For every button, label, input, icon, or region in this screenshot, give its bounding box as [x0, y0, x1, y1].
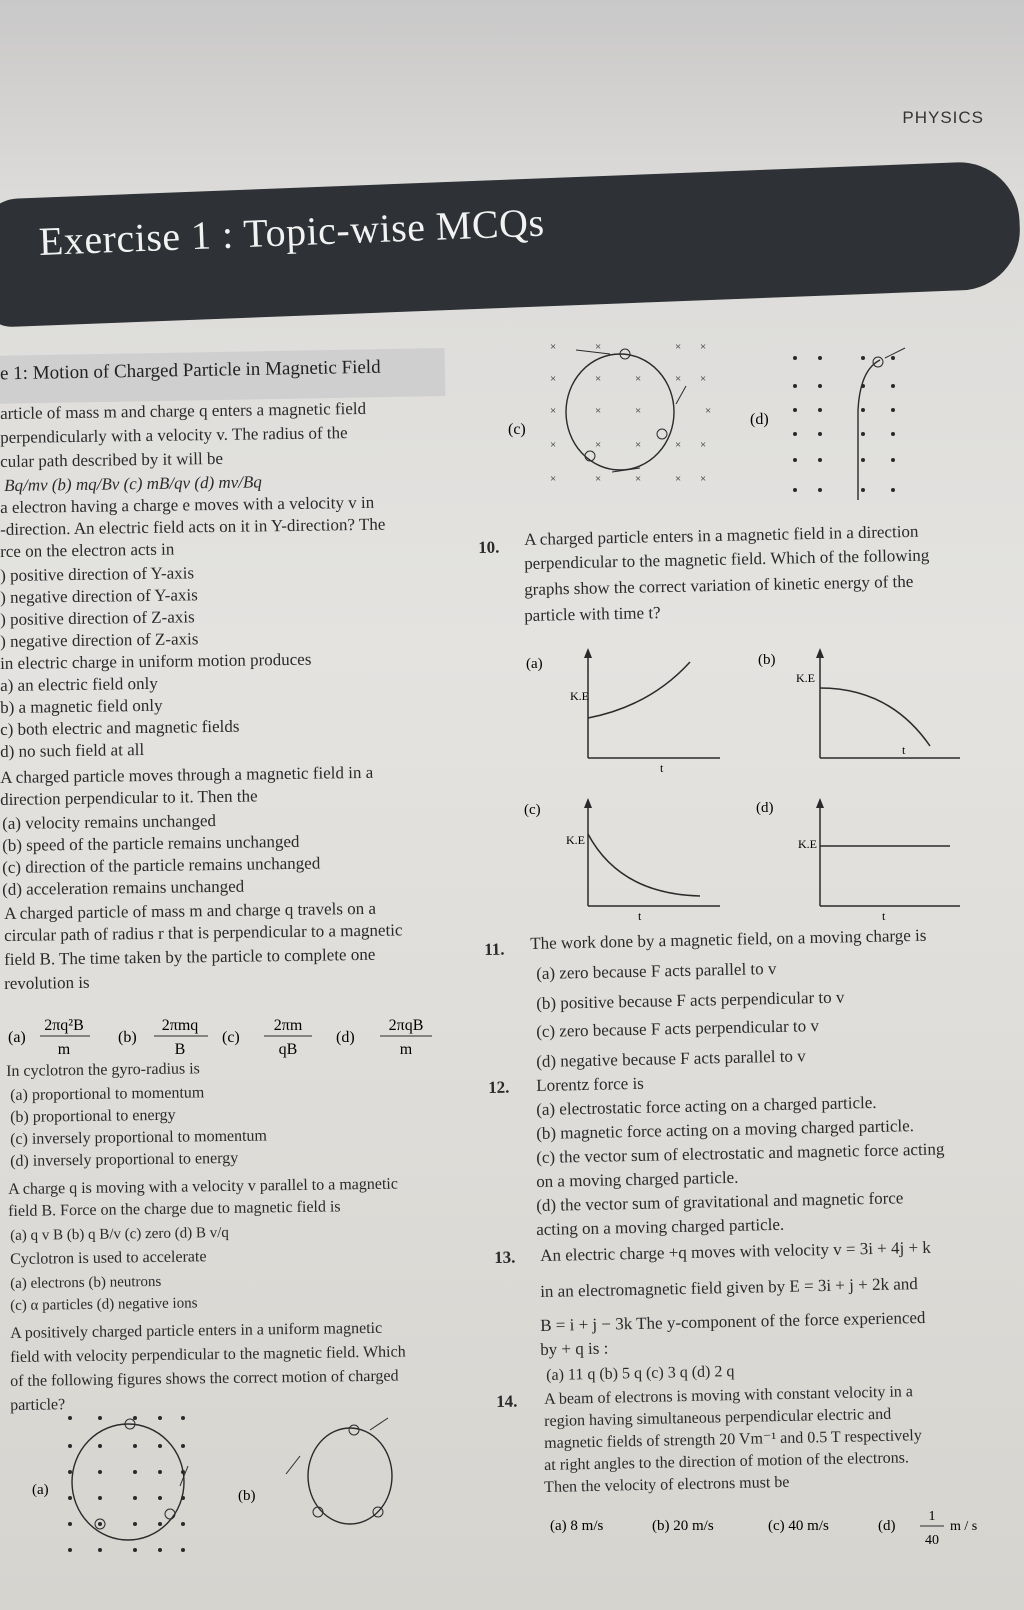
question-number: 11.	[484, 939, 505, 959]
axis-label-t: t	[902, 743, 906, 757]
axis-label-ke: K.E	[798, 837, 817, 851]
graph-label-c: (c)	[524, 802, 541, 818]
option-label: (a)	[8, 1029, 26, 1046]
svg-text:×: ×	[595, 373, 602, 385]
left-line: ) positive direction of Z-axis	[0, 607, 195, 629]
left-line: field with velocity perpendicular to the magnetic field. Which	[10, 1343, 406, 1366]
left-line: circular path of radius r that is perpendicular to a magnetic	[4, 920, 403, 945]
option-denominator: qB	[278, 1041, 298, 1058]
question-number: 14.	[496, 1391, 518, 1411]
svg-text:×: ×	[700, 341, 707, 353]
axis-label-ke: K.E	[566, 833, 585, 847]
svg-text:×: ×	[705, 405, 712, 417]
graph-a	[570, 648, 720, 775]
left-line: A charged particle of mass m and charge q travels on a	[4, 898, 377, 923]
svg-text:×: ×	[675, 439, 682, 451]
left-line: ) negative direction of Y-axis	[0, 585, 198, 607]
option-numerator: 2πm	[273, 1017, 303, 1034]
question-number: 12.	[488, 1077, 510, 1097]
svg-text:×: ×	[675, 341, 682, 353]
fraction-unit: m / s	[950, 1519, 978, 1534]
svg-text:×: ×	[550, 341, 557, 353]
q14-line: Then the velocity of electrons must be	[544, 1473, 790, 1496]
axis-label-ke: K.E	[570, 689, 589, 703]
left-line: (c) direction of the particle remains unchanged	[2, 853, 321, 877]
figure-label-c: (c)	[508, 421, 526, 438]
q13-line: An electric charge +q moves with velocity v = 3i + 4j + k	[540, 1237, 932, 1265]
option-numerator: 2πmq	[161, 1017, 199, 1034]
option-denominator: m	[399, 1041, 413, 1058]
svg-text:×: ×	[550, 473, 557, 485]
graph-c	[566, 798, 720, 923]
left-line: a electron having a charge e moves with a velocity v in	[0, 492, 375, 517]
q11-option: (d) negative because F acts parallel to v	[536, 1046, 806, 1071]
left-line: (b) proportional to energy	[10, 1106, 176, 1126]
time-options	[0, 1004, 460, 1064]
motion-figures-ab	[20, 1410, 450, 1590]
option-label: (c)	[222, 1029, 240, 1046]
svg-text:×: ×	[700, 439, 707, 451]
left-line: (d) inversely proportional to energy	[10, 1149, 239, 1170]
option-label: (b)	[118, 1029, 137, 1046]
q13-line: by + q is :	[540, 1338, 609, 1359]
left-line: -direction. An electric field acts on it in Y-direction? The	[0, 514, 386, 539]
svg-text:×: ×	[635, 439, 642, 451]
left-line: A positively charged particle enters in a uniform magnetic	[10, 1319, 383, 1342]
left-line: field B. Force on the charge due to magnetic field is	[8, 1198, 341, 1220]
figure-label-d: (d)	[750, 411, 769, 428]
svg-text:×: ×	[595, 405, 602, 417]
q14-line: region having simultaneous perpendicular electric and	[544, 1405, 892, 1430]
left-line: A charged particle moves through a magnetic field in a	[0, 762, 374, 787]
q14-options	[540, 1500, 1000, 1570]
left-line: revolution is	[4, 972, 90, 993]
q12-option: acting on a moving charged particle.	[536, 1214, 785, 1239]
svg-text:×: ×	[675, 473, 682, 485]
left-line: Cyclotron is used to accelerate	[10, 1248, 207, 1268]
svg-text:×: ×	[550, 405, 557, 417]
question-number: 13.	[494, 1247, 516, 1267]
q14-line: magnetic fields of strength 20 Vm⁻¹ and 0.5 T respectively	[544, 1427, 922, 1452]
svg-text:×: ×	[675, 373, 682, 385]
q10-line: A charged particle enters in a magnetic field in a direction	[524, 521, 919, 549]
svg-text:×: ×	[700, 373, 707, 385]
q14-line: A beam of electrons is moving with constant velocity in a	[544, 1383, 914, 1408]
figure-d	[793, 348, 905, 500]
left-line: (c) inversely proportional to momentum	[10, 1127, 268, 1148]
left-line: direction perpendicular to it. Then the	[0, 786, 258, 809]
svg-text:×: ×	[595, 439, 602, 451]
svg-text:×: ×	[700, 473, 707, 485]
axis-label-t: t	[638, 909, 642, 923]
left-line: ) positive direction of Y-axis	[0, 563, 195, 585]
ke-curve	[588, 662, 690, 718]
left-line: a) an electric field only	[0, 673, 158, 695]
q11-option: (c) zero because F acts perpendicular to v	[536, 1016, 820, 1041]
left-line: rce on the electron acts in	[0, 539, 175, 561]
q14-line: at right angles to the direction of motion of the electrons.	[544, 1449, 910, 1474]
ke-curve	[820, 688, 930, 746]
graph-label-d: (d)	[756, 800, 774, 816]
subject-header: PHYSICS	[902, 108, 984, 127]
graph-b	[796, 648, 960, 758]
exercise-title: Exercise 1 : Topic-wise MCQs	[38, 199, 546, 264]
left-line: article of mass m and charge q enters a magnetic field	[0, 398, 367, 423]
left-line: ) negative direction of Z-axis	[0, 629, 199, 651]
ke-graphs	[520, 636, 980, 926]
q12-option: (c) the vector sum of electrostatic and magnetic force acting	[536, 1139, 945, 1167]
q14-option: (d)	[878, 1518, 896, 1534]
svg-text:×: ×	[595, 473, 602, 485]
question-number: 10.	[478, 537, 500, 557]
option-denominator: B	[174, 1041, 186, 1058]
q14-option: (a) 8 m/s	[550, 1518, 604, 1534]
left-line: perpendicularly with a velocity v. The radius of the	[0, 423, 348, 447]
figure-label-b: (b)	[238, 1488, 256, 1504]
left-line: (a) velocity remains unchanged	[2, 811, 217, 833]
left-line: (a) electrons (b) neutrons	[10, 1273, 162, 1292]
left-line: (d) acceleration remains unchanged	[2, 876, 245, 899]
q10-line: perpendicular to the magnetic field. Which of the following	[524, 545, 930, 573]
q14-option: (c) 40 m/s	[768, 1518, 829, 1534]
left-line: (c) α particles (d) negative ions	[10, 1295, 198, 1314]
svg-text:×: ×	[635, 373, 642, 385]
svg-text:×: ×	[635, 473, 642, 485]
q14-option: (b) 20 m/s	[652, 1518, 714, 1534]
left-line: b) a magnetic field only	[0, 695, 163, 717]
left-line: (b) speed of the particle remains unchanged	[2, 831, 300, 855]
svg-text:×: ×	[635, 405, 642, 417]
fraction-numerator: 1	[928, 1509, 936, 1524]
q11-stem: The work done by a magnetic field, on a moving charge is	[530, 925, 927, 953]
q12-stem: Lorentz force is	[536, 1073, 644, 1095]
q12-option: (b) magnetic force acting on a moving charged particle.	[536, 1116, 915, 1143]
svg-text:×: ×	[595, 341, 602, 353]
option-numerator: 2πq²B	[44, 1017, 84, 1034]
q13-options: (a) 11 q (b) 5 q (c) 3 q (d) 2 q	[546, 1363, 735, 1384]
q13-line: in an electromagnetic field given by E = 3i + j + 2k and	[540, 1274, 918, 1301]
left-line: d) no such field at all	[0, 739, 145, 761]
q10-line: graphs show the correct variation of kinetic energy of the	[524, 571, 914, 599]
ke-curve	[588, 834, 700, 896]
section-title: e 1: Motion of Charged Particle in Magnetic Field	[0, 356, 381, 385]
graph-d	[798, 798, 960, 923]
q10-line: particle with time t?	[524, 603, 661, 625]
axis-label-t: t	[660, 761, 664, 775]
q12-option: (d) the vector sum of gravitational and magnetic force	[536, 1188, 904, 1215]
left-line: Bq/mv (b) mq/Bv (c) mB/qv (d) mv/Bq	[4, 472, 262, 495]
left-line: in electric charge in uniform motion produces	[0, 649, 312, 673]
option-denominator: m	[57, 1041, 71, 1058]
axis-label-t: t	[882, 909, 886, 923]
graph-label-b: (b)	[758, 652, 776, 668]
figure-c	[550, 341, 711, 485]
figure-a	[68, 1416, 188, 1552]
option-label: (d)	[336, 1029, 355, 1046]
axis-label-ke: K.E	[796, 671, 815, 685]
figure-label-a: (a)	[32, 1482, 49, 1498]
q12-option: (a) electrostatic force acting on a charged particle.	[536, 1092, 877, 1119]
q13-line: B = i + j − 3k The y-component of the force experienced	[540, 1307, 926, 1335]
left-line: A charge q is moving with a velocity v parallel to a magnetic	[8, 1175, 399, 1198]
left-line: (a) proportional to momentum	[10, 1084, 205, 1104]
left-line: cular path described by it will be	[0, 448, 224, 471]
svg-text:×: ×	[550, 373, 557, 385]
left-line: of the following figures shows the correct motion of charged	[10, 1367, 399, 1390]
svg-text:×: ×	[550, 439, 557, 451]
figure-b	[286, 1418, 392, 1524]
fraction-denominator: 40	[925, 1533, 939, 1548]
left-line: c) both electric and magnetic fields	[0, 716, 240, 739]
q11-option: (b) positive because F acts perpendicular to v	[536, 987, 845, 1013]
left-line: In cyclotron the gyro-radius is	[6, 1060, 200, 1080]
q12-option: on a moving charged particle.	[536, 1167, 739, 1191]
left-line: (a) q v B (b) q B/v (c) zero (d) B v/q	[10, 1224, 229, 1244]
motion-figures-cd	[500, 330, 940, 510]
left-line: particle?	[10, 1396, 66, 1414]
option-numerator: 2πqB	[388, 1017, 424, 1034]
graph-label-a: (a)	[526, 656, 543, 672]
q11-option: (a) zero because F acts parallel to v	[536, 958, 777, 983]
left-line: field B. The time taken by the particle to complete one	[4, 944, 376, 969]
